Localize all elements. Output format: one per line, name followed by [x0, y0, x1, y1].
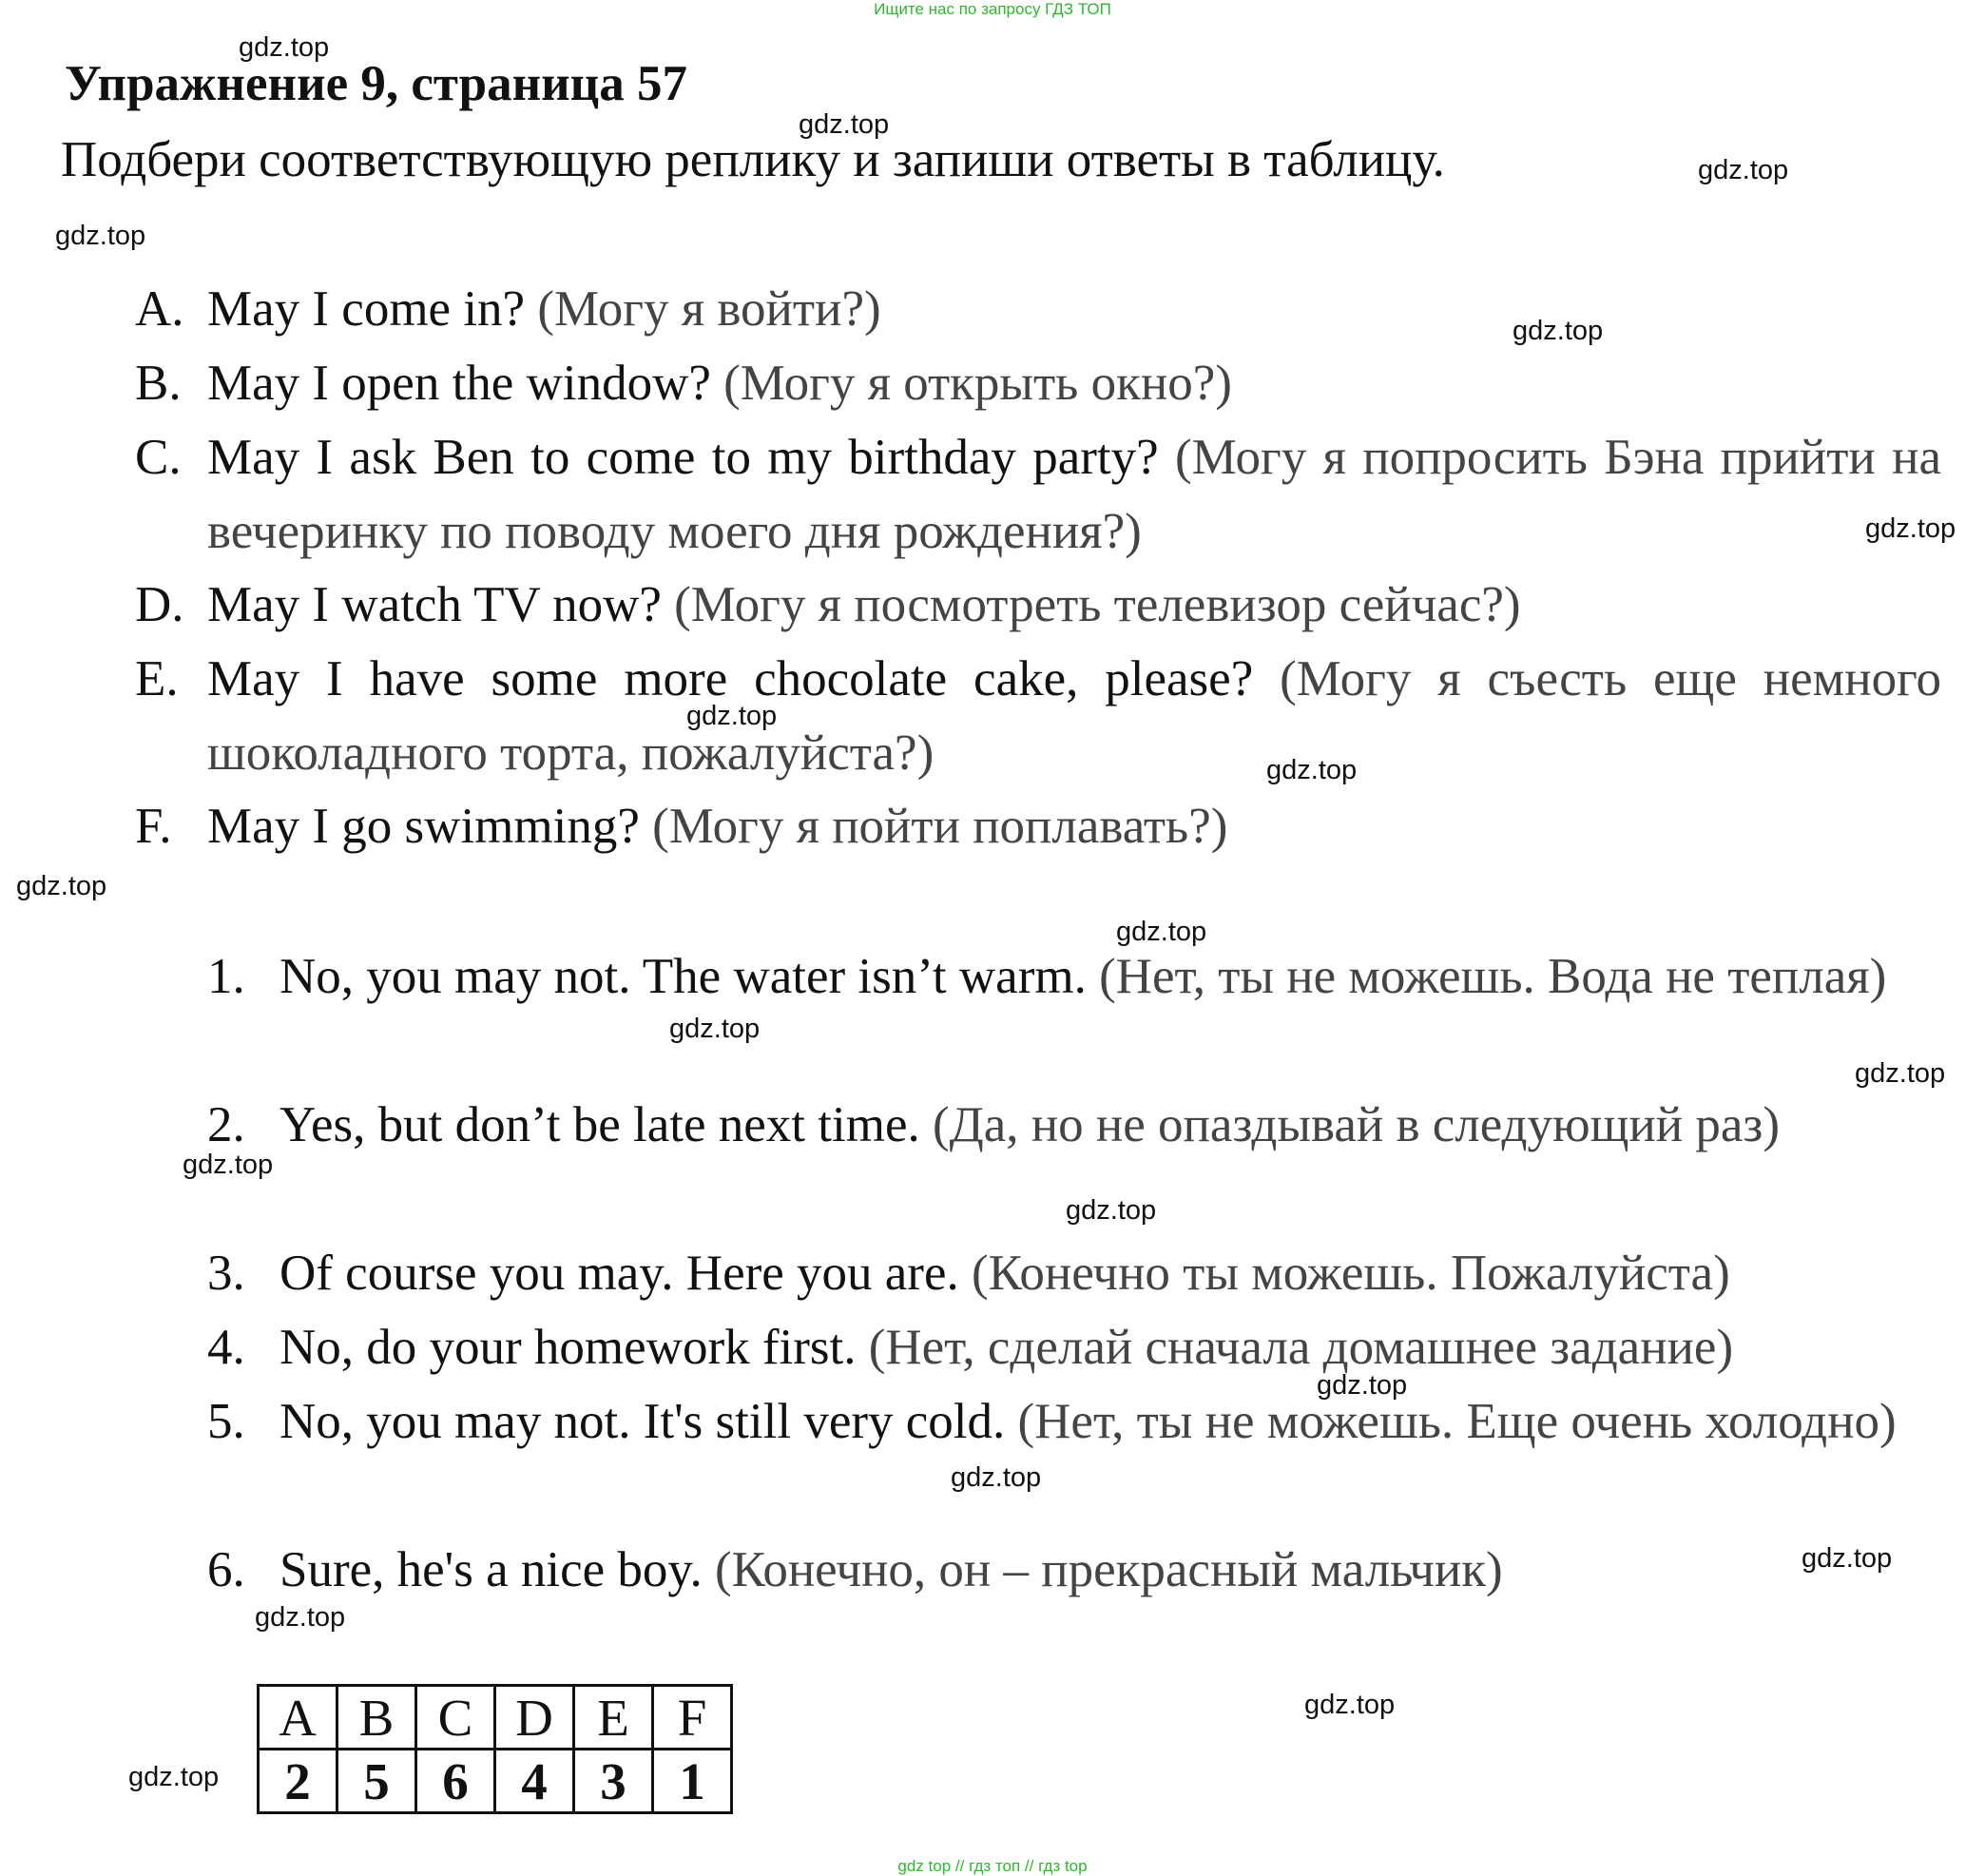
question-label: B.: [135, 356, 182, 411]
answer-item: [207, 1236, 1941, 1310]
table-letter-cell: C: [416, 1686, 495, 1750]
table-number-cell: 3: [574, 1750, 653, 1813]
watermark: gdz.top: [255, 1602, 346, 1633]
table-number-cell: 4: [495, 1750, 574, 1813]
table-number-cell: 2: [259, 1750, 337, 1813]
watermark: gdz.top: [1855, 1058, 1946, 1089]
table-letter-cell: A: [259, 1686, 337, 1750]
answer-number: 2.: [207, 1097, 245, 1152]
watermark: gdz.top: [1802, 1543, 1893, 1574]
question-item: [135, 272, 1941, 346]
watermark: gdz.top: [183, 1150, 274, 1180]
question-label: F.: [135, 799, 172, 854]
watermark: gdz.top: [686, 701, 778, 731]
answer-text-ru: (Нет, ты не можешь. Вода не теплая): [1099, 949, 1887, 1004]
answer-table-numbers-row: [259, 1750, 732, 1813]
question-label: E.: [135, 651, 179, 706]
watermark: gdz.top: [1116, 917, 1207, 947]
watermark: gdz.top: [799, 109, 890, 140]
question-text-en: May I go swimming?: [207, 799, 640, 854]
question-text-ru: (Могу я пойти поплавать?): [652, 799, 1228, 854]
question-item: [135, 420, 1941, 569]
table-letter-cell: E: [574, 1686, 653, 1750]
watermark: gdz.top: [1066, 1195, 1157, 1226]
answer-item: [207, 1384, 1941, 1459]
answer-text-en: No, do your homework first.: [279, 1320, 857, 1375]
watermark: gdz.top: [1698, 155, 1789, 185]
bottom-footer: gdz top // гдз топ // гдз top: [897, 1857, 1088, 1875]
task-instruction: Подбери соответствующую реплику и запиши ответы в таблицу.: [61, 132, 1445, 187]
question-label: A.: [135, 281, 184, 337]
answer-item: [207, 1088, 1941, 1162]
answer-table: [257, 1684, 733, 1814]
question-text-ru: (Могу я попросить Бэна прийти на вечеринку по поводу моего дня рождения?): [207, 430, 1941, 559]
answer-text-ru: (Конечно, он – прекрасный мальчик): [714, 1542, 1503, 1597]
answer-item: [207, 939, 1941, 1014]
table-letter-cell: B: [337, 1686, 416, 1750]
watermark: gdz.top: [1513, 316, 1604, 346]
watermark: gdz.top: [669, 1014, 761, 1044]
answer-table-letters-row: [259, 1686, 732, 1750]
question-text-ru: (Могу я войти?): [537, 281, 881, 337]
question-text-en: May I ask Ben to come to my birthday party?: [207, 430, 1159, 485]
answer-number: 4.: [207, 1320, 245, 1375]
top-banner: Ищите нас по запросу ГДЗ ТОП: [874, 0, 1111, 18]
watermark: gdz.top: [1317, 1370, 1408, 1401]
watermark: gdz.top: [16, 871, 107, 901]
table-number-cell: 1: [653, 1750, 732, 1813]
answer-number: 5.: [207, 1394, 245, 1449]
table-letter-cell: F: [653, 1686, 732, 1750]
table-letter-cell: D: [495, 1686, 574, 1750]
question-item: [135, 789, 1941, 863]
table-number-cell: 5: [337, 1750, 416, 1813]
question-label: D.: [135, 577, 184, 632]
answer-text-en: Of course you may. Here you are.: [279, 1246, 959, 1301]
watermark: gdz.top: [239, 32, 330, 63]
answer-text-ru: (Конечно ты можешь. Пожалуйста): [971, 1246, 1730, 1301]
page-title: Упражнение 9, страница 57: [65, 56, 687, 111]
watermark: gdz.top: [1304, 1690, 1396, 1720]
table-number-cell: 6: [416, 1750, 495, 1813]
question-item: [135, 346, 1941, 420]
question-text-en: May I open the window?: [207, 356, 711, 411]
answer-text-en: No, you may not. It's still very cold.: [279, 1394, 1006, 1449]
answer-text-ru: (Нет, сделай сначала домашнее задание): [868, 1320, 1734, 1375]
watermark: gdz.top: [128, 1762, 220, 1792]
question-text-ru: (Могу я съесть еще немного шоколадного торта, пожалуйста?): [207, 651, 1942, 781]
watermark: gdz.top: [1266, 755, 1358, 785]
answer-number: 3.: [207, 1246, 245, 1301]
watermark: gdz.top: [55, 221, 146, 251]
answer-text-en: No, you may not. The water isn’t warm.: [279, 949, 1087, 1004]
answer-number: 1.: [207, 949, 245, 1004]
answer-item: [207, 1533, 1941, 1607]
answer-text-ru: (Нет, ты не можешь. Еще очень холодно): [1017, 1394, 1897, 1449]
question-label: C.: [135, 430, 182, 485]
answer-text-en: Yes, but don’t be late next time.: [279, 1097, 920, 1152]
answer-item: [207, 1310, 1941, 1384]
question-text-en: May I watch TV now?: [207, 577, 662, 632]
question-item: [135, 642, 1941, 790]
question-text-en: May I come in?: [207, 281, 526, 337]
question-text-ru: (Могу я посмотреть телевизор сейчас?): [674, 577, 1521, 632]
answer-number: 6.: [207, 1542, 245, 1597]
question-text-en: May I have some more chocolate cake, please?: [207, 651, 1254, 706]
watermark: gdz.top: [951, 1462, 1042, 1493]
question-text-ru: (Могу я открыть окно?): [723, 356, 1232, 411]
question-item: [135, 568, 1941, 642]
answer-text-en: Sure, he's a nice boy.: [279, 1542, 703, 1597]
watermark: gdz.top: [1865, 513, 1956, 544]
answer-text-ru: (Да, но не опаздывай в следующий раз): [932, 1097, 1780, 1152]
